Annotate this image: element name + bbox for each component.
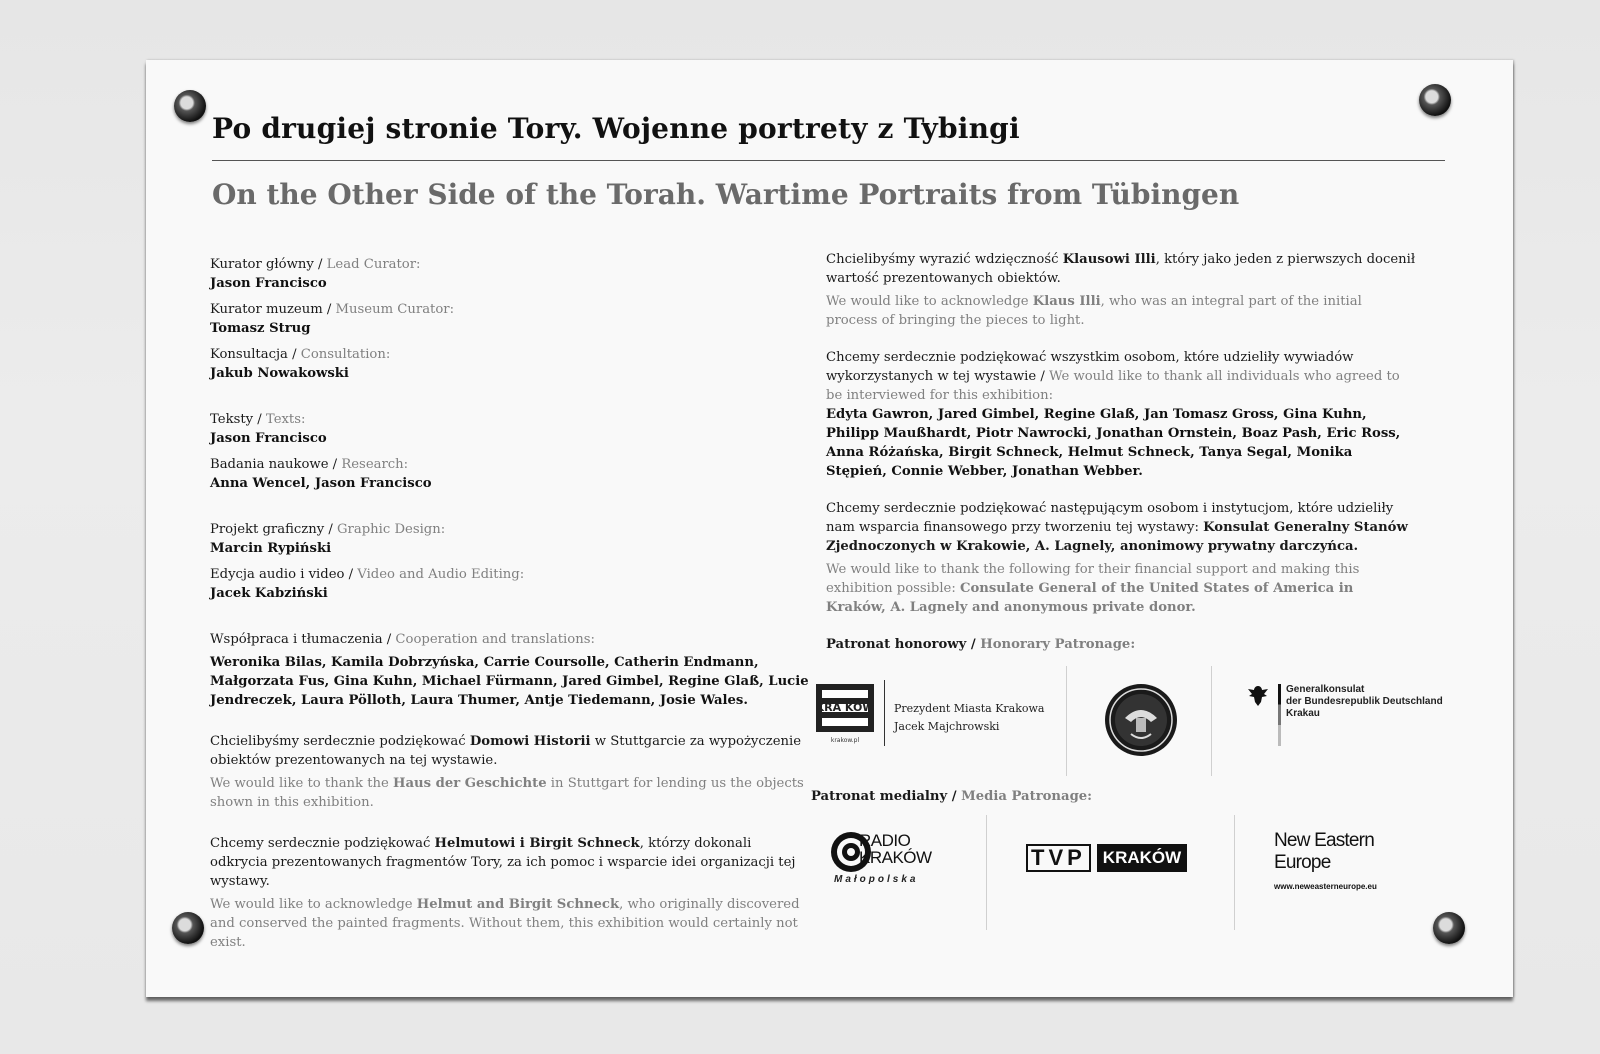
radio-region: Małopolska	[834, 874, 919, 885]
thanks-funding	[826, 499, 1416, 617]
text-bold: Klausowi Illi	[1062, 252, 1156, 267]
text-bold: Helmutowi i Birgit Schneck	[434, 836, 640, 851]
text-bold: Consulate General of the United States of America in Kraków, A. Lagnely and anonymous private donor.	[826, 581, 1354, 615]
text-span: , który jako jeden z pierwszych docenił wartość prezentowanych obiektów.	[826, 252, 1416, 286]
credit-label: Współpraca i tłumaczenia /	[210, 632, 396, 647]
krakow-president-name: Jacek Majchrowski	[894, 720, 1000, 733]
tvp-krakow-logo	[1026, 844, 1196, 872]
credits-column	[210, 255, 810, 952]
credit-names: Anna Wencel, Jason Francisco	[210, 476, 432, 491]
thanks-interviews	[826, 348, 1416, 481]
credit-names: Jacek Kabziński	[210, 586, 328, 601]
thanks-english	[826, 292, 1416, 330]
credit-texts	[210, 410, 810, 448]
credit-research	[210, 455, 810, 493]
krakow-emblem-icon	[816, 680, 878, 744]
screw-bottom-right-icon	[1433, 912, 1465, 944]
krakow-logo-text: KRA KÓW	[816, 701, 875, 714]
logo-divider	[1234, 815, 1235, 930]
credit-consultation	[210, 345, 810, 383]
new-eastern-europe-logo	[1274, 830, 1434, 890]
us-great-seal-icon	[1103, 682, 1179, 758]
screw-bottom-left-icon	[172, 912, 204, 944]
credit-names: Jason Francisco	[210, 276, 327, 291]
thanks-polish	[210, 732, 810, 770]
credit-label: Kurator główny /	[210, 257, 327, 272]
text-span-en: We would like to thank all individuals who agreed to be interviewed for this exhibition:	[826, 369, 1400, 403]
credit-video-editing	[210, 565, 810, 603]
credit-label-en: Consultation:	[300, 347, 391, 362]
credit-label: Badania naukowe /	[210, 457, 342, 472]
us-seal-logo	[1103, 682, 1179, 758]
credit-label-en: Museum Curator:	[335, 302, 455, 317]
text-bold: Klaus Illi	[1032, 294, 1101, 309]
title-english: On the Other Side of the Torah. Wartime Portraits from Tübingen	[212, 178, 1240, 211]
german-eagle-icon	[1246, 684, 1270, 708]
thanks-english	[826, 560, 1416, 617]
text-span: Chcielibyśmy serdecznie podziękować	[210, 734, 470, 749]
honorary-patronage-heading	[826, 635, 1416, 654]
tvp-city: KRAKÓW	[1097, 844, 1187, 872]
credit-label-en: Graphic Design:	[337, 522, 446, 537]
thanks-english	[210, 895, 810, 952]
interviewee-names: Edyta Gawron, Jared Gimbel, Regine Glaß, Jan Tomasz Gross, Gina Kuhn, Philipp Maußhardt, Piotr Nawrocki, Jonathan Ornstein, Boaz Pash, Eric Ross, Anna Różańska, Birgit Schneck, Helmut Schneck, Tanya Segal, Monika Stępień, Connie Webber, Jonathan Webber.	[826, 407, 1401, 479]
thanks-polish	[826, 250, 1416, 288]
german-consulate-line-2: der Bundesrepublik Deutschland	[1286, 696, 1443, 707]
credit-label-en: Research:	[341, 457, 409, 472]
credit-names: Jason Francisco	[210, 431, 327, 446]
credit-names: Marcin Rypiński	[210, 541, 332, 556]
nee-url: www.neweasterneurope.eu	[1274, 882, 1377, 891]
credit-names: Tomasz Strug	[210, 321, 311, 336]
text-span: We would like to acknowledge	[210, 897, 417, 912]
text-bold-en: Media Patronage:	[961, 789, 1093, 804]
text-bold: Patronat honorowy /	[826, 637, 981, 652]
screw-top-left-icon	[174, 90, 206, 122]
credit-label: Edycja audio i video /	[210, 567, 358, 582]
text-bold: Haus der Geschichte	[393, 776, 547, 791]
text-bold: Helmut and Birgit Schneck	[416, 897, 620, 912]
krakow-president-label: Prezydent Miasta Krakowa	[894, 702, 1045, 715]
text-span: We would like to acknowledge	[826, 294, 1033, 309]
credit-label-en: Cooperation and translations:	[395, 632, 595, 647]
credit-label: Projekt graficzny /	[210, 522, 338, 537]
thanks-illi	[826, 250, 1416, 330]
text-bold-en: Honorary Patronage:	[980, 637, 1136, 652]
thanks-schneck	[210, 834, 810, 952]
screw-top-right-icon	[1419, 84, 1451, 116]
credit-lead-curator	[210, 255, 810, 293]
credit-cooperation	[210, 630, 810, 710]
acknowledgements-column	[826, 250, 1416, 654]
credit-label: Teksty /	[210, 412, 266, 427]
radio-city: KRAKÓW	[859, 848, 932, 867]
text-span: Chcemy serdecznie podziękować	[210, 836, 435, 851]
credit-museum-curator	[210, 300, 810, 338]
text-span: , who was an integral part of the initial process of bringing the pieces to light.	[826, 294, 1362, 328]
german-consulate-line-3: Krakau	[1286, 708, 1320, 719]
text-span: We would like to thank the following for their financial support and making this exhibition possible:	[826, 562, 1360, 596]
text-bold: Domowi Historii	[469, 734, 591, 749]
credit-names: Weronika Bilas, Kamila Dobrzyńska, Carrie Coursolle, Catherin Endmann, Małgorzata Fus, Gina Kuhn, Michael Fürmann, Jared Gimbel, Regine Glaß, Lucie Jendreczek, Laura Pölloth, Laura Thumer, Antje Tiedemann, Josie Wales.	[210, 655, 809, 708]
nee-wordmark: New Eastern Europe	[1274, 830, 1374, 873]
krakow-url: krakow.pl	[830, 737, 860, 744]
text-bold: Konsulat Generalny Stanów Zjednoczonych w Krakowie, A. Lagnely, anonimowy prywatny darczyńca.	[826, 520, 1408, 554]
thanks-polish	[210, 834, 810, 891]
credit-graphic-design	[210, 520, 810, 558]
thanks-haus-der-geschichte	[210, 732, 810, 812]
text-span: We would like to thank the	[210, 776, 394, 791]
radio-krakow-logo	[829, 830, 969, 890]
media-patronage-heading	[811, 787, 1092, 806]
text-span: w Stuttgarcie za wypożyczenie obiektów prezentowanych na tej wystawie.	[210, 734, 802, 768]
german-consulate-logo	[1246, 684, 1466, 754]
text-span: Chcielibyśmy wyrazić wdzięczność	[826, 252, 1063, 267]
text-span: Chcemy serdecznie podziękować wszystkim osobom, które udzieliły wywiadów wykorzystanych w tej wystawie /	[826, 350, 1354, 384]
text-span: , who originally discovered and conserved the painted fragments. Without them, this exhibition would certainly not exist.	[210, 897, 800, 950]
title-divider	[212, 160, 1445, 161]
german-consulate-line-1: Generalkonsulat	[1286, 684, 1365, 695]
logo-divider	[1211, 666, 1212, 776]
logo-divider	[1066, 666, 1067, 776]
thanks-bilingual	[826, 348, 1416, 405]
credit-label: Konsultacja /	[210, 347, 301, 362]
krakow-city-logo	[816, 680, 1056, 750]
text-span: Chcemy serdecznie podziękować następującym osobom i instytucjom, które udzieliły nam wsparcia finansowego przy tworzeniu tej wystawy:	[826, 501, 1394, 535]
tvp-wordmark: TVP	[1026, 844, 1091, 872]
text-span: , którzy dokonali odkrycia prezentowanych fragmentów Tory, za ich pomoc i wsparcie idei organizacji tej wystawy.	[210, 836, 796, 889]
credit-label-en: Texts:	[265, 412, 306, 427]
exhibition-plaque	[146, 60, 1513, 997]
thanks-polish	[826, 499, 1416, 556]
credit-label: Kurator muzeum /	[210, 302, 336, 317]
credit-names: Jakub Nowakowski	[210, 366, 349, 381]
logo-divider	[986, 815, 987, 930]
credit-label-en: Video and Audio Editing:	[357, 567, 525, 582]
radio-name: RADIO	[859, 831, 911, 850]
text-bold: Patronat medialny /	[811, 789, 962, 804]
title-polish: Po drugiej stronie Tory. Wojenne portrety z Tybingi	[212, 112, 1020, 145]
credit-label-en: Lead Curator:	[326, 257, 421, 272]
text-span: in Stuttgart for lending us the objects shown in this exhibition.	[210, 776, 804, 810]
thanks-english	[210, 774, 810, 812]
